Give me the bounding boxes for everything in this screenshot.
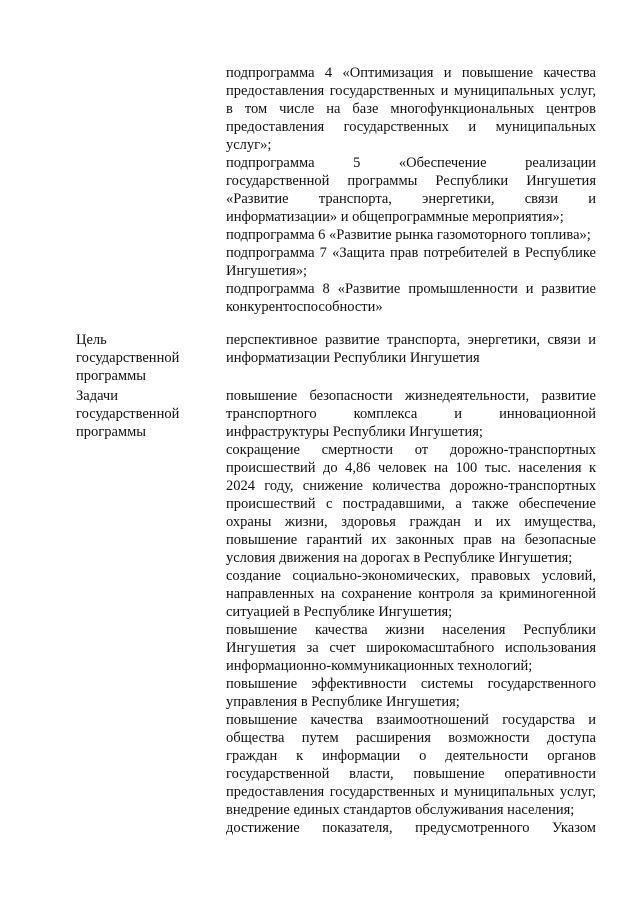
- subprogram-item: подпрограмма 5 «Обеспечение реализации государственной программы Республики Ингушетия «Развитие транспорта, энергетики, связи и информатизации» и общепрограммные мероприятия»;: [226, 155, 596, 225]
- goal-text-cell: [226, 331, 596, 367]
- subprogram-list: [226, 64, 596, 316]
- task-item: достижение показателя, предусмотренного Указом: [226, 820, 596, 836]
- task-item: сокращение смертности от дорожно-транспортных происшествий до 4,86 человек на 100 тыс. населения к 2024 году, снижение количества дорожно-транспортных происшествий с пострадавшими, а также обеспечение охраны жизни, здоровья граждан и их имущества, повышение гарантий их законных прав на безопасные условия движения на дорогах в Республике Ингушетия;: [226, 442, 596, 566]
- goal-label-cell: [76, 331, 206, 385]
- task-item: повышение качества взаимоотношений государства и общества путем расширения возможности доступа граждан к информации о деятельности органов государственной власти, повышение оперативности предоставления государственных и муниципальных услуг, внедрение единых стандартов обслуживания населения;: [226, 712, 596, 818]
- goal-text: перспективное развитие транспорта, энергетики, связи и информатизации Республики Ингушетия: [226, 332, 596, 366]
- subprogram-item: подпрограмма 7 «Защита прав потребителей в Республике Ингушетия»;: [226, 245, 596, 279]
- tasks-label-cell: [76, 387, 206, 441]
- tasks-label: Задачи государственной программы: [76, 388, 180, 440]
- subprogram-item: подпрограмма 6 «Развитие рынка газомоторного топлива»;: [226, 227, 591, 243]
- goal-label: Цель государственной программы: [76, 332, 180, 384]
- task-item: повышение безопасности жизнедеятельности, развитие транспортного комплекса и инновационной инфраструктуры Республики Ингушетия;: [226, 388, 596, 440]
- subprogram-item: подпрограмма 8 «Развитие промышленности и развитие конкурентоспособности»: [226, 281, 596, 315]
- subprogram-item: подпрограмма 4 «Оптимизация и повышение качества предоставления государственных и муниципальных услуг, в том числе на базе многофункциональных центров предоставления государственных и муниципальных услуг»;: [226, 65, 596, 153]
- task-item: создание социально-экономических, правовых условий, направленных на сохранение контроля за криминогенной ситуацией в Республике Ингушетия;: [226, 568, 596, 620]
- tasks-list: [226, 387, 596, 837]
- task-item: повышение эффективности системы государственного управления в Республике Ингушетия;: [226, 676, 596, 710]
- task-item: повышение качества жизни населения Республики Ингушетия за счет широкомасштабного использования информационно-коммуникационных технологий;: [226, 622, 596, 674]
